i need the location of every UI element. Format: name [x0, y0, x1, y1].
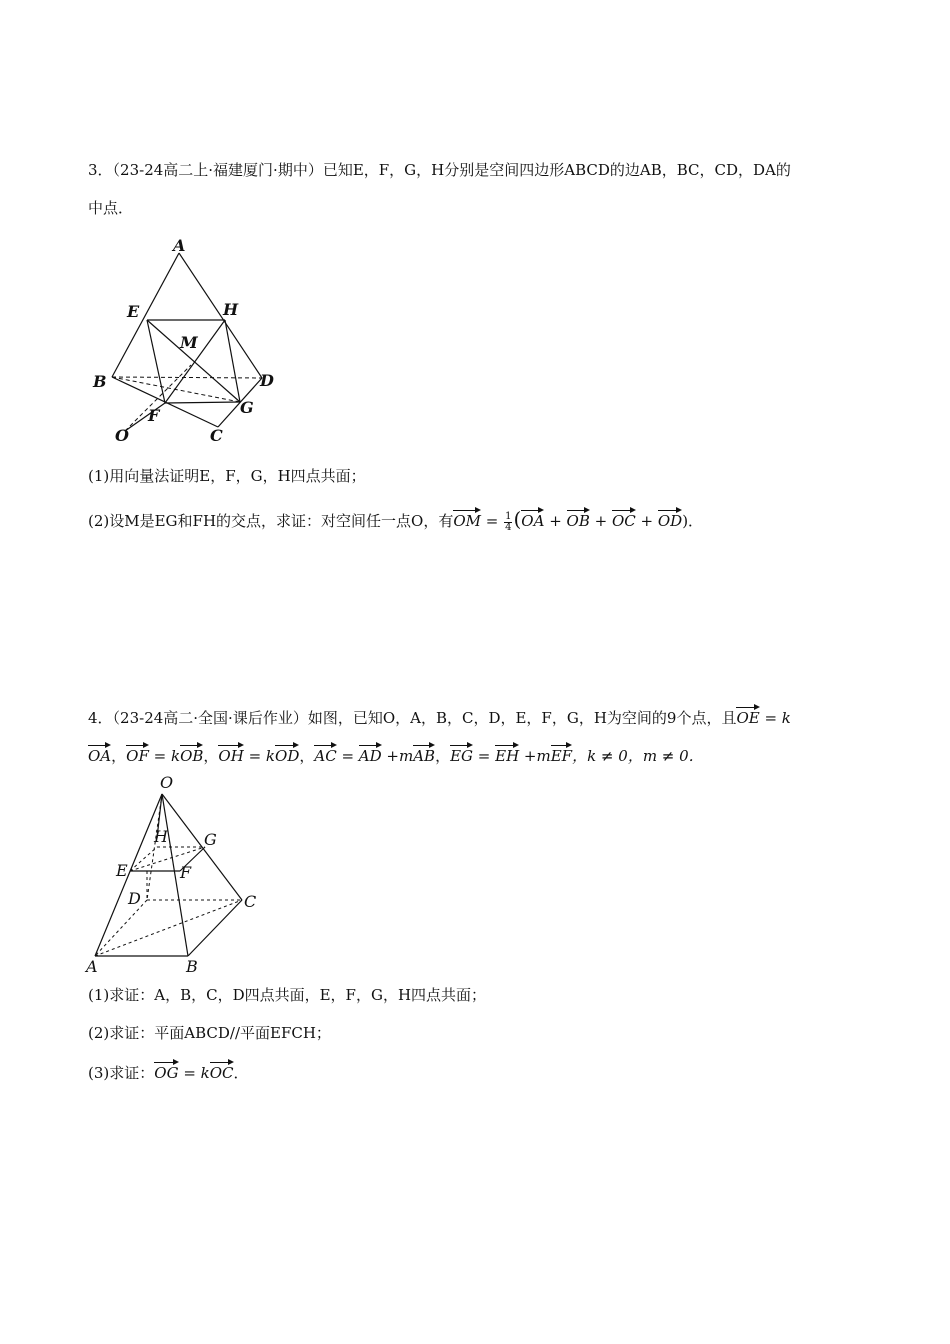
eq-k: = k [178, 1064, 210, 1082]
q3-label-h: H [223, 300, 239, 319]
vector-oa: OA [88, 744, 111, 766]
frac-den: 4 [505, 521, 512, 533]
sep: ， [299, 747, 315, 765]
q3-figure [85, 235, 285, 445]
q4-label-b: B [186, 957, 198, 976]
q4-part2-text: 求证：平面ABCD//平面EFCH； [109, 1024, 331, 1042]
paren-close: )． [682, 512, 704, 530]
q3-part2 [88, 509, 703, 533]
q3-label-f: F [148, 406, 160, 425]
q3-stem-cont: 中点． [88, 199, 134, 217]
q3-stem: 已知E，F，G，H分别是空间四边形ABCD的边AB，BC，CD，DA的 [322, 161, 791, 179]
q4-stem: 如图，已知O，A，B，C，D，E，F，G，H为空间的9个点，且 [307, 709, 737, 727]
q3-part2-label: (2) [88, 512, 110, 530]
q4-line1 [88, 706, 791, 728]
vector-oc: OC [210, 1061, 234, 1083]
q3-label-c: C [210, 426, 223, 445]
q4-figure [82, 770, 272, 980]
equals: = [481, 512, 504, 530]
vector-oh: OH [218, 744, 243, 766]
q3-label-a: A [173, 236, 186, 255]
q4-source: （23-24高二·全国·课后作业） [112, 709, 308, 727]
plus: + [589, 512, 612, 530]
vector-of: OF [126, 744, 149, 766]
q4-label-o: O [160, 773, 174, 792]
q4-part2-label: (2) [88, 1024, 110, 1042]
vector-om: OM [453, 509, 481, 531]
plus-m: +m [381, 747, 414, 765]
q4-k: = k [759, 709, 791, 727]
q4-part2 [88, 1023, 331, 1043]
q3-part1-label: (1) [88, 467, 110, 485]
q4-label-h: H [154, 827, 168, 846]
plus-m: +m [519, 747, 551, 765]
vector-oe: OE [736, 706, 759, 728]
vector-ob: OB [567, 509, 590, 531]
vector-ab: AB [413, 744, 435, 766]
q4-part1-label: (1) [88, 986, 110, 1004]
vector-ac: AC [314, 744, 336, 766]
q3-part2-text: 设M是EG和FH的交点，求证：对空间任一点O，有 [109, 512, 454, 530]
q4-conditions: ，k ≠ 0，m ≠ 0． [572, 747, 704, 765]
q3-source: （23-24高二上·福建厦门·期中） [112, 161, 323, 179]
vector-eh: EH [495, 744, 519, 766]
q4-label-a: A [86, 957, 98, 976]
q3-label-g: G [240, 398, 254, 417]
vector-od: OD [658, 509, 682, 531]
q4-label-c: C [244, 892, 257, 911]
vector-ob: OB [180, 744, 203, 766]
q4-part3-label: (3) [88, 1064, 110, 1082]
q3-label-o: O [115, 426, 129, 445]
q3-label-b: B [93, 372, 107, 391]
vector-og: OG [154, 1061, 178, 1083]
vector-od: OD [275, 744, 299, 766]
q4-number: 4． [88, 709, 113, 727]
q4-line2 [88, 744, 704, 766]
plus: + [544, 512, 567, 530]
q4-label-f: F [180, 863, 192, 882]
q3-label-e: E [127, 302, 140, 321]
q3-line2 [88, 198, 133, 218]
paren-open: ( [513, 507, 522, 531]
vector-oc: OC [612, 509, 636, 531]
period: ． [233, 1064, 249, 1082]
vector-oa: OA [521, 509, 544, 531]
q4-part1 [88, 985, 486, 1005]
q4-part3 [88, 1061, 249, 1083]
q3-line1 [88, 160, 791, 180]
equals: = [473, 747, 496, 765]
q3-part1-text: 用向量法证明E，F，G，H四点共面； [109, 467, 366, 485]
sep: ， [111, 747, 127, 765]
equals: = [336, 747, 359, 765]
q4-label-e: E [116, 861, 128, 880]
q4-part3-text: 求证： [109, 1064, 155, 1082]
vector-ef: EF [551, 744, 572, 766]
plus: + [635, 512, 658, 530]
q4-part1-text: 求证：A，B，C，D四点共面，E，F，G，H四点共面； [109, 986, 487, 1004]
sep: ， [435, 747, 451, 765]
q3-part1 [88, 466, 366, 486]
vector-ad: AD [359, 744, 382, 766]
eq-k: = k [148, 747, 181, 765]
frac-num: 1 [505, 510, 512, 522]
vector-eg: EG [450, 744, 473, 766]
q3-label-d: D [260, 371, 274, 390]
q4-label-g: G [204, 830, 217, 849]
q3-number: 3． [88, 161, 113, 179]
q3-label-m: M [180, 333, 198, 352]
eq-k: = k [243, 747, 276, 765]
fraction-one-quarter [504, 512, 512, 533]
sep: ， [203, 747, 219, 765]
q4-label-d: D [128, 889, 141, 908]
